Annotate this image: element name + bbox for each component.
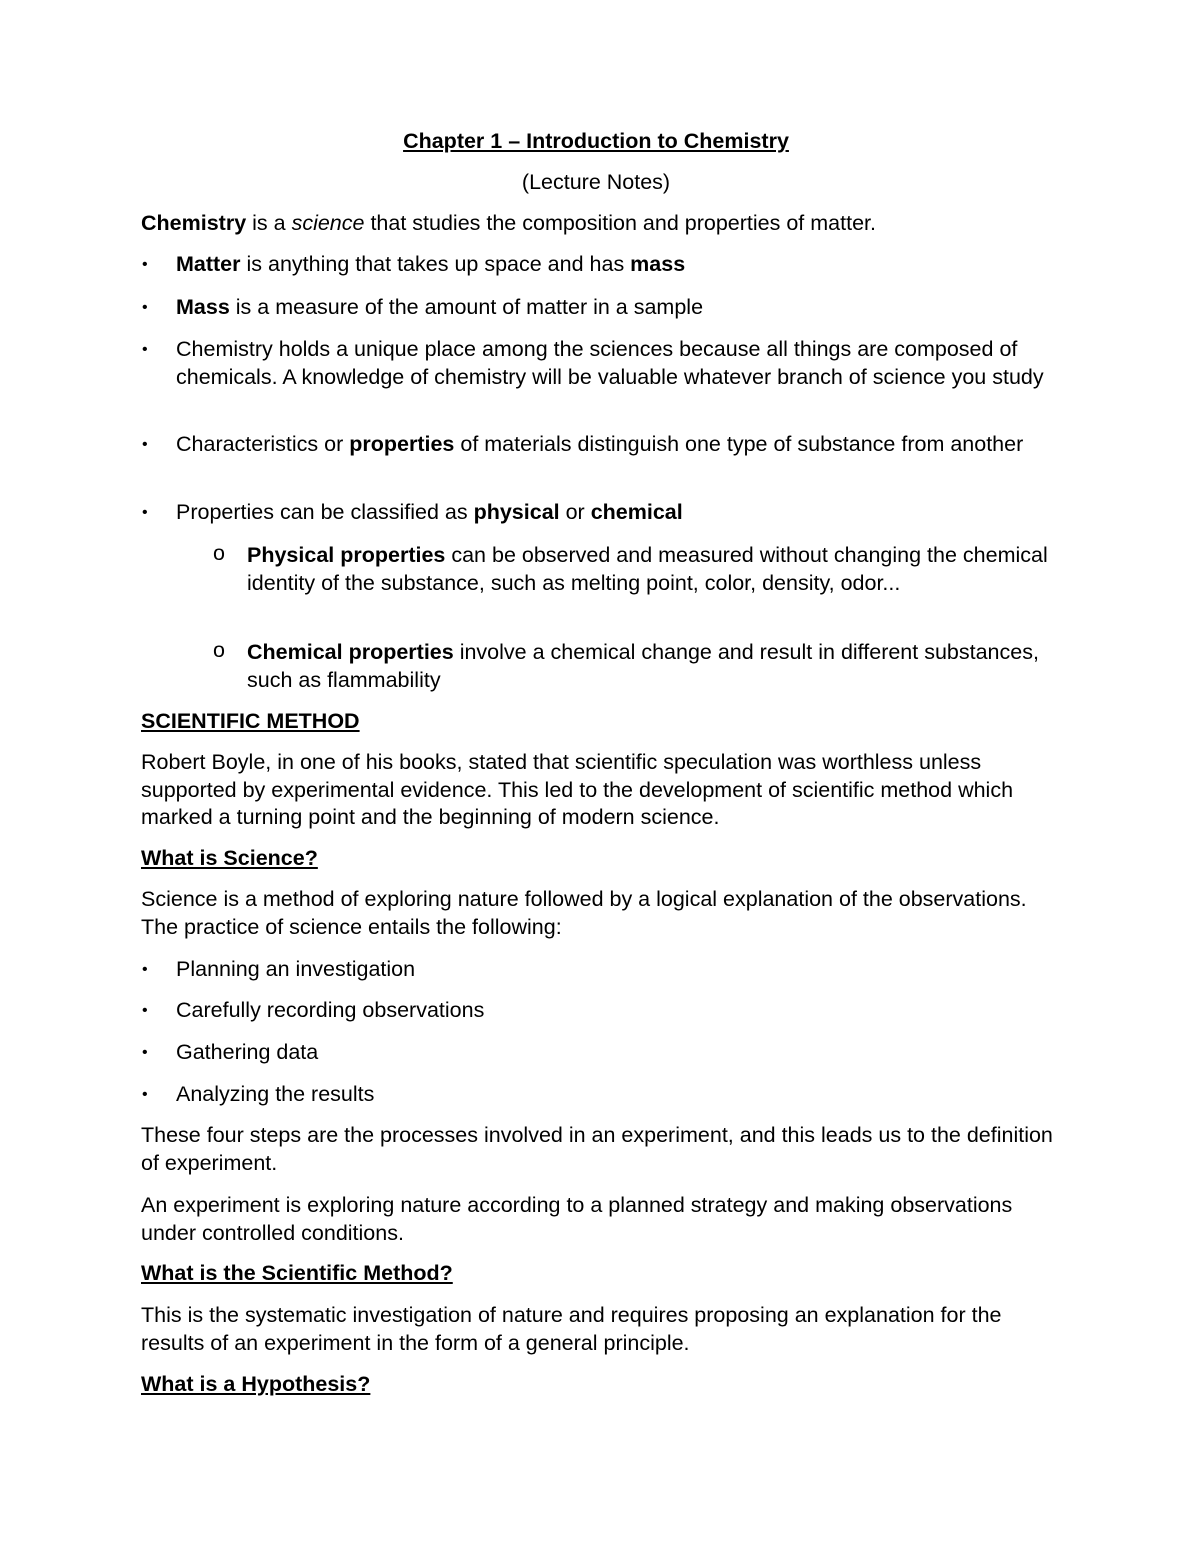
bullet-text <box>176 431 1053 459</box>
intro-pre: is a <box>246 211 292 235</box>
bullet-text <box>176 251 1053 279</box>
bullet-characteristics <box>141 431 1053 459</box>
bullet-span: is a measure of the amount of matter in a sample <box>229 295 704 319</box>
sub-bullet-chemical <box>141 639 1053 694</box>
bullet-marker: • <box>142 961 148 978</box>
paragraph-what-is-science: Science is a method of exploring nature followed by a logical explanation of the observations. The practice of science entails the following: <box>141 887 1027 939</box>
sub-bullet-bold: Physical properties <box>247 543 446 567</box>
step-gathering <box>141 1039 1053 1067</box>
sub-bullet-marker: o <box>213 541 225 565</box>
paragraph-experiment-definition: An experiment is exploring nature according to a planned strategy and making observations under controlled conditions. <box>141 1193 1013 1245</box>
sub-bullet-span: involve a chemical change and result in different substances, such as flammability <box>247 640 1039 692</box>
bullet-span: is anything that takes up space and has <box>240 252 631 276</box>
bullet-matter <box>141 251 1053 279</box>
bullet-marker: • <box>142 1044 148 1061</box>
paragraph-four-steps: These four steps are the processes involved in an experiment, and this leads us to the definition of experiment. <box>141 1123 1053 1175</box>
bullet-span: or <box>559 500 591 524</box>
bullet-text <box>176 499 1053 527</box>
paragraph-what-is-method: This is the systematic investigation of nature and requires proposing an explanation for the results of an experiment in the form of a general principle. <box>141 1303 1002 1355</box>
bullet-bold: Mass <box>176 295 230 319</box>
bullet-span: Properties can be classified as <box>176 500 474 524</box>
bullet-marker: • <box>142 436 148 453</box>
bullet-bold: properties <box>349 432 455 456</box>
bullet-unique-place <box>141 336 1053 391</box>
bullet-bold: Matter <box>176 252 241 276</box>
step-text: Gathering data <box>176 1040 319 1064</box>
bullet-classified <box>141 499 1053 527</box>
sub-bullet-physical <box>141 542 1053 597</box>
step-recording <box>141 997 1053 1025</box>
bullet-bold: mass <box>630 252 686 276</box>
heading-what-is-method: What is the Scientific Method? <box>141 1261 453 1285</box>
intro-post: that studies the composition and properties of matter. <box>364 211 876 235</box>
sub-bullet-bold: Chemical properties <box>247 640 454 664</box>
step-text: Planning an investigation <box>176 957 416 981</box>
bullet-marker: • <box>142 341 148 358</box>
heading-what-is-science: What is Science? <box>141 846 318 870</box>
sub-bullet-text <box>247 639 1053 694</box>
page-subtitle: (Lecture Notes) <box>521 170 671 194</box>
bullet-marker: • <box>142 1086 148 1103</box>
step-analyzing <box>141 1081 1053 1109</box>
bullet-text <box>176 294 1053 322</box>
intro-term: Chemistry <box>141 211 247 235</box>
sub-bullet-span: can be observed and measured without changing the chemical identity of the substance, such as melting point, color, density, odor... <box>247 543 1048 595</box>
sub-bullet-marker: o <box>213 638 225 662</box>
sub-bullet-text <box>247 542 1053 597</box>
step-text: Carefully recording observations <box>176 998 485 1022</box>
bullet-marker: • <box>142 256 148 273</box>
bullet-marker: • <box>142 504 148 521</box>
page-title: Chapter 1 – Introduction to Chemistry <box>403 129 789 153</box>
intro-paragraph <box>141 210 1053 238</box>
bullet-marker: • <box>142 1002 148 1019</box>
bullet-span: Characteristics or <box>176 432 350 456</box>
paragraph-scientific-method: Robert Boyle, in one of his books, stated that scientific speculation was worthless unless supported by experimental evidence. This led to the development of scientific method which marked a turning point and the beginning of modern science. <box>141 750 1014 829</box>
bullet-bold: chemical <box>590 500 683 524</box>
bullet-mass <box>141 294 1053 322</box>
bullet-bold: physical <box>473 500 560 524</box>
intro-italic: science <box>291 211 365 235</box>
heading-what-is-hypothesis: What is a Hypothesis? <box>141 1372 371 1396</box>
bullet-marker: • <box>142 299 148 316</box>
heading-scientific-method: SCIENTIFIC METHOD <box>141 709 360 733</box>
bullet-text: Chemistry holds a unique place among the sciences because all things are composed of chemicals. A knowledge of chemistry will be valuable whatever branch of science you study <box>176 337 1044 389</box>
bullet-span: of materials distinguish one type of substance from another <box>454 432 1024 456</box>
step-planning <box>141 956 1053 984</box>
step-text: Analyzing the results <box>176 1082 375 1106</box>
